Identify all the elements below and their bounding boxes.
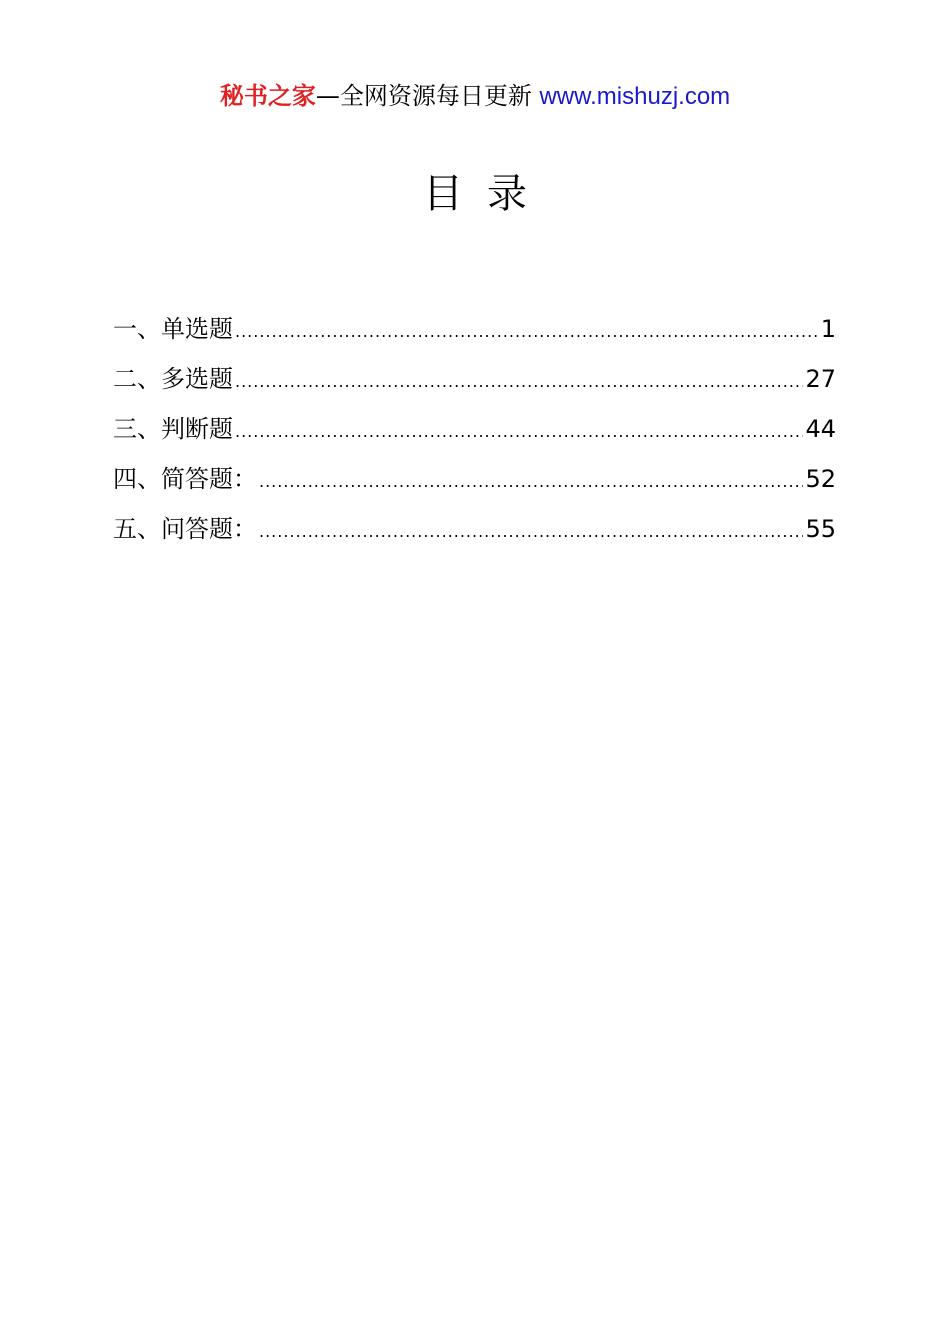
toc-entry-label: 四、简答题： xyxy=(113,465,257,493)
toc-page-number: 55 xyxy=(805,515,836,543)
table-of-contents xyxy=(113,306,836,556)
toc-page-number: 1 xyxy=(820,315,836,343)
page-title: 目录 xyxy=(423,171,551,217)
header-slogan: —全网资源每日更新 xyxy=(315,82,532,110)
toc-entry-true-false[interactable] xyxy=(113,406,836,456)
toc-entry-label: 一、单选题 xyxy=(113,315,233,343)
toc-entry-label: 二、多选题 xyxy=(113,365,233,393)
toc-dot-leader xyxy=(259,459,803,505)
toc-dot-leader xyxy=(259,509,803,555)
toc-dot-leader xyxy=(235,309,819,355)
site-url-link[interactable]: www.mishuzj.com xyxy=(539,83,731,110)
toc-entry-label: 三、判断题 xyxy=(113,415,233,443)
toc-page-number: 44 xyxy=(805,415,836,443)
toc-page-number: 52 xyxy=(805,465,836,493)
toc-entry-essay-question[interactable] xyxy=(113,506,836,556)
toc-entry-multiple-choice[interactable] xyxy=(113,356,836,406)
page-header xyxy=(0,78,950,115)
toc-dot-leader xyxy=(235,409,803,455)
toc-entry-label: 五、问答题： xyxy=(113,515,257,543)
toc-entry-short-answer[interactable] xyxy=(113,456,836,506)
toc-page-number: 27 xyxy=(805,365,836,393)
toc-dot-leader xyxy=(235,359,803,405)
brand-name: 秘书之家 xyxy=(219,82,316,110)
toc-entry-single-choice[interactable] xyxy=(113,306,836,356)
